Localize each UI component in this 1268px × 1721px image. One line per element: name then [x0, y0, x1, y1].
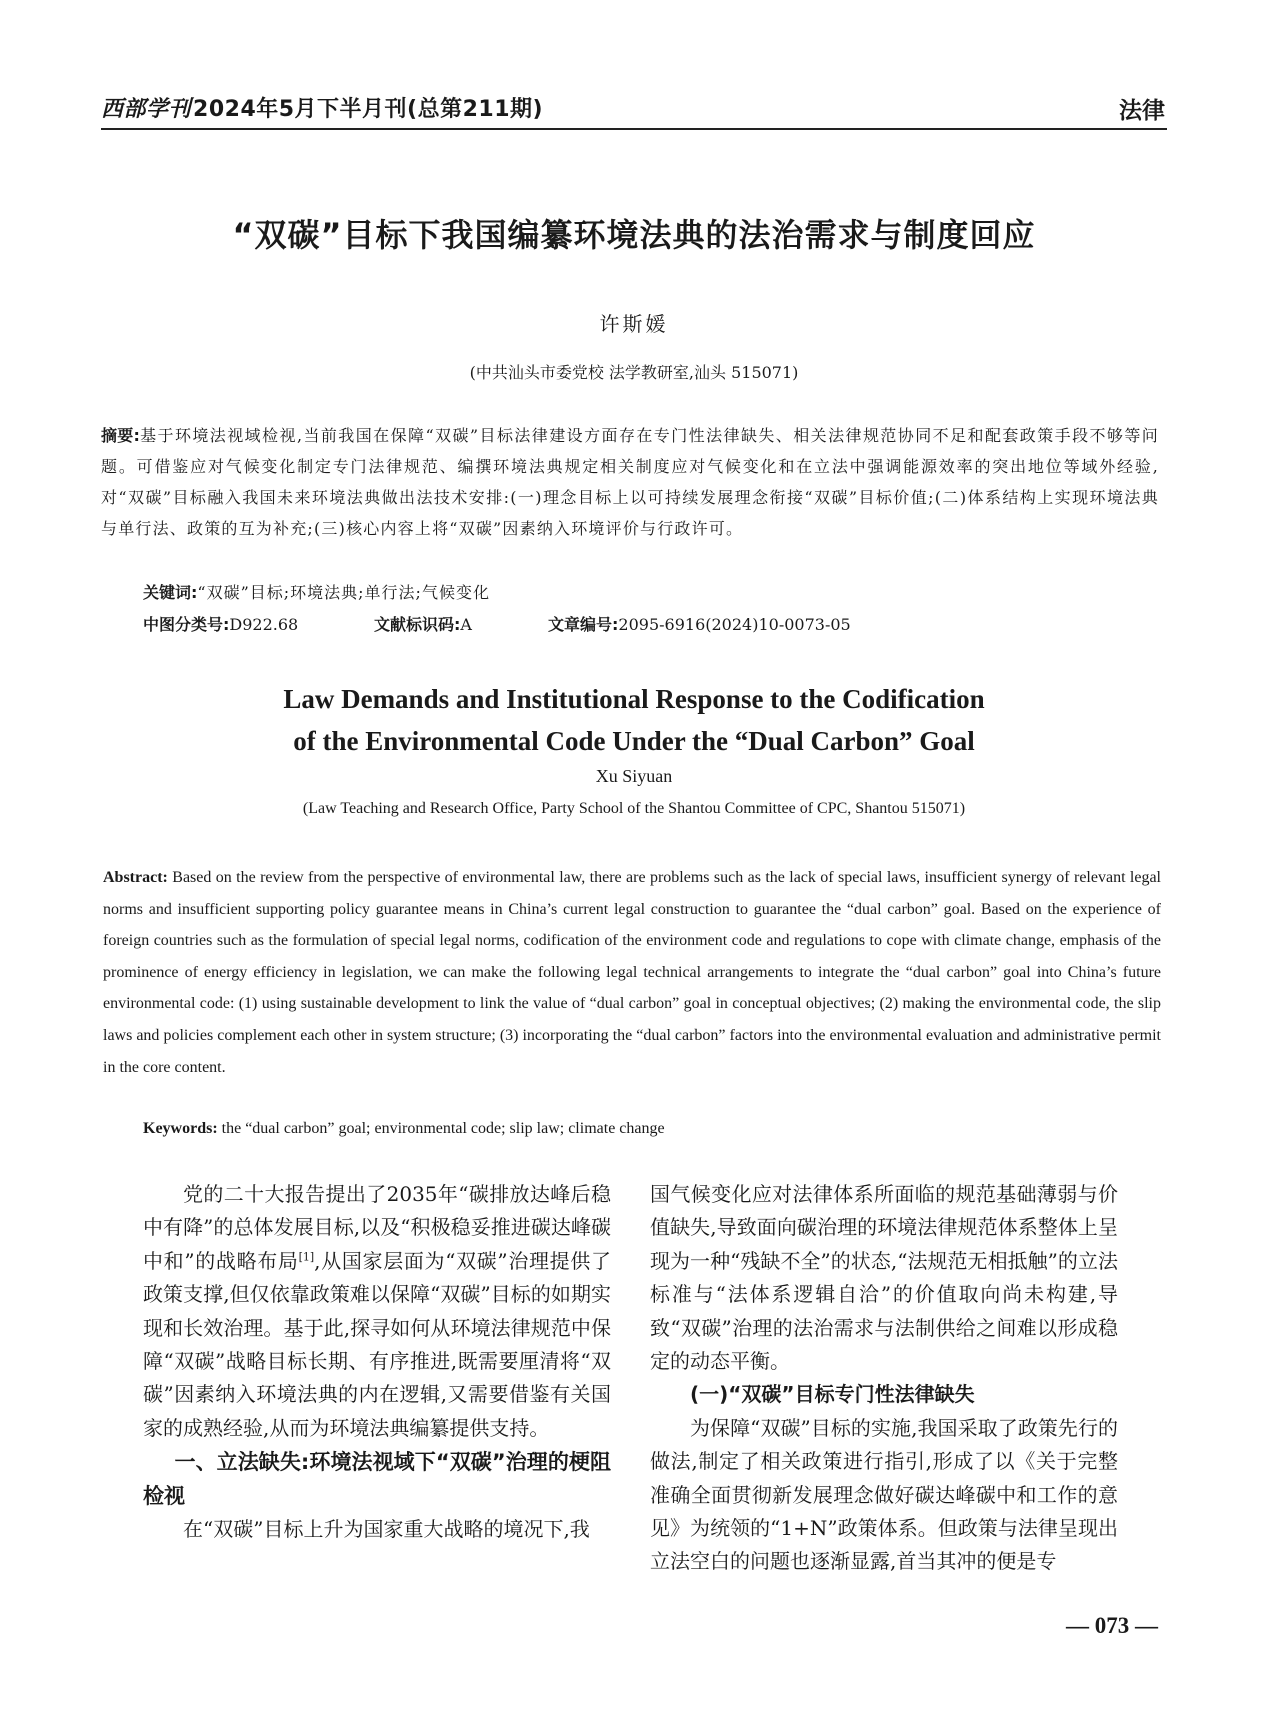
subsection-heading-1: (一)“双碳”目标专门性法律缺失 — [690, 1382, 975, 1407]
title-english — [0, 678, 1268, 762]
paragraph-section1-cont: 国气候变化应对法律体系所面临的规范基础薄弱与价值缺失,导致面向碳治理的环境法律规范体系整体上呈现为一种“残缺不全”的状态,“法规范无相抵触”的立法标准与“法体系逻辑自洽”的价值取向尚未构建,导致“双碳”治理的法治需求与法制供给之间难以形成稳定的动态平衡。 — [650, 1182, 1118, 1374]
paragraph-subsection1: 为保障“双碳”目标的实施,我国采取了政策先行的做法,制定了相关政策进行指引,形成了以《关于完整准确全面贯彻新发展理念做好碳达峰碳中和工作的意见》为统领的“1+N”政策体系。但政策与法律呈现出立法空白的问题也逐渐显露,首当其冲的便是专 — [650, 1415, 1118, 1574]
title-en-line2: of the Environmental Code Under the “Dual Carbon” Goal — [293, 726, 975, 756]
article-number — [548, 612, 851, 635]
abstract-english — [103, 862, 1161, 1083]
journal-issue-text: 2024年5月下半月刊(总第211期) — [193, 97, 544, 122]
document-code — [374, 612, 472, 635]
author-chinese: 许斯媛 — [599, 312, 669, 336]
clc-label: 中图分类号: — [143, 615, 230, 634]
title-chinese: “双碳”目标下我国编纂环境法典的法治需求与制度回应 — [232, 216, 1036, 254]
article-label: 文章编号: — [548, 615, 619, 634]
article-value: 2095-6916(2024)10-0073-05 — [618, 615, 851, 634]
doc-value: A — [460, 615, 472, 634]
journal-logo: 西部学刊 — [101, 96, 192, 122]
keywords-cn-text: “双碳”目标;环境法典;单行法;气候变化 — [197, 583, 490, 602]
paragraph-intro — [143, 1178, 611, 1445]
clc-value: D922.68 — [229, 615, 299, 634]
doc-label: 文献标识码: — [374, 615, 461, 634]
abstract-cn-label: 摘要: — [101, 426, 140, 445]
citation-ref: [1] — [298, 1250, 315, 1264]
author-english: Xu Siyuan — [595, 766, 673, 786]
keywords-cn-label: 关键词: — [143, 583, 198, 602]
section-name: 法律 — [1119, 98, 1165, 124]
clc-number — [143, 612, 298, 635]
abstract-chinese — [101, 420, 1159, 544]
body-column-right — [650, 1178, 1118, 1579]
section-heading-1: 一、立法缺失:环境法视域下“双碳”治理的梗阻检视 — [143, 1450, 611, 1509]
abstract-cn-text: 基于环境法视域检视,当前我国在保障“双碳”目标法律建设方面存在专门性法律缺失、相关法律规范协同不足和配套政策手段不够等问题。可借鉴应对气候变化制定专门法律规范、编撰环境法典规定相关制度应对气候变化和在立法中强调能源效率的突出地位等域外经验,对“双碳”目标融入我国未来环境法典做出法技术安排:(一)理念目标上以可持续发展理念衔接“双碳”目标价值;(二)体系结构上实现环境法典与单行法、政策的互为补充;(三)核心内容上将“双碳”因素纳入环境评价与行政许可。 — [101, 426, 1159, 538]
paragraph-section1-start: 在“双碳”目标上升为国家重大战略的境况下,我 — [183, 1517, 590, 1542]
journal-issue — [101, 92, 543, 123]
abstract-en-text: Based on the review from the perspective of environmental law, there are problems such as the lack of special laws, insufficient synergy of relevant legal norms and insufficient supporting policy guarantee means in China’s current legal construction to guarantee the “dual carbon” goal. Based on the experience of foreign countries such as the formulation of special legal norms, codification of the environment code and regulations to cope with climate change, emphasis of the prominence of energy efficiency in legislation, we can make the following legal technical arrangements to integrate the “dual carbon” goal into China’s future environmental code: (1) using sustainable development to link the value of “dual carbon” goal in conceptual objectives; (2) making the environmental code, the slip laws and policies complement each other in system structure; (3) incorporating the “dual carbon” factors into the environmental evaluation and administrative permit in the core content. — [103, 869, 1161, 1076]
intro-text-b: ,从国家层面为“双碳”治理提供了政策支撑,但仅依靠政策难以保障“双碳”目标的如期实现和长效治理。基于此,探寻如何从环境法律规范中保障“双碳”战略目标长期、有序推进,既需要厘清将“双碳”因素纳入环境法典的内在逻辑,又需要借鉴有关国家的成熟经验,从而为环境法典编纂提供支持。 — [143, 1248, 611, 1440]
body-column-left — [143, 1178, 611, 1547]
page-number: — 073 — — [1066, 1613, 1158, 1638]
keywords-english — [143, 1120, 665, 1138]
affiliation-chinese: (中共汕头市委党校 法学教研室,汕头 515071) — [469, 363, 799, 382]
title-en-line1: Law Demands and Institutional Response to the Codification — [283, 684, 985, 714]
keywords-en-text: the “dual carbon” goal; environmental code; slip law; climate change — [221, 1120, 665, 1137]
intro-text-a: 党的二十大报告提出了2035年“碳排放达峰后稳中有降”的总体发展目标,以及“积极稳妥推进碳达峰碳中和”的战略布局 — [143, 1182, 611, 1273]
keywords-chinese — [143, 580, 490, 603]
keywords-en-label: Keywords: — [143, 1120, 218, 1137]
affiliation-english: (Law Teaching and Research Office, Party School of the Shantou Committee of CPC, Shantou 515071) — [302, 800, 966, 817]
running-header — [101, 92, 1167, 130]
abstract-en-label: Abstract: — [103, 869, 168, 886]
